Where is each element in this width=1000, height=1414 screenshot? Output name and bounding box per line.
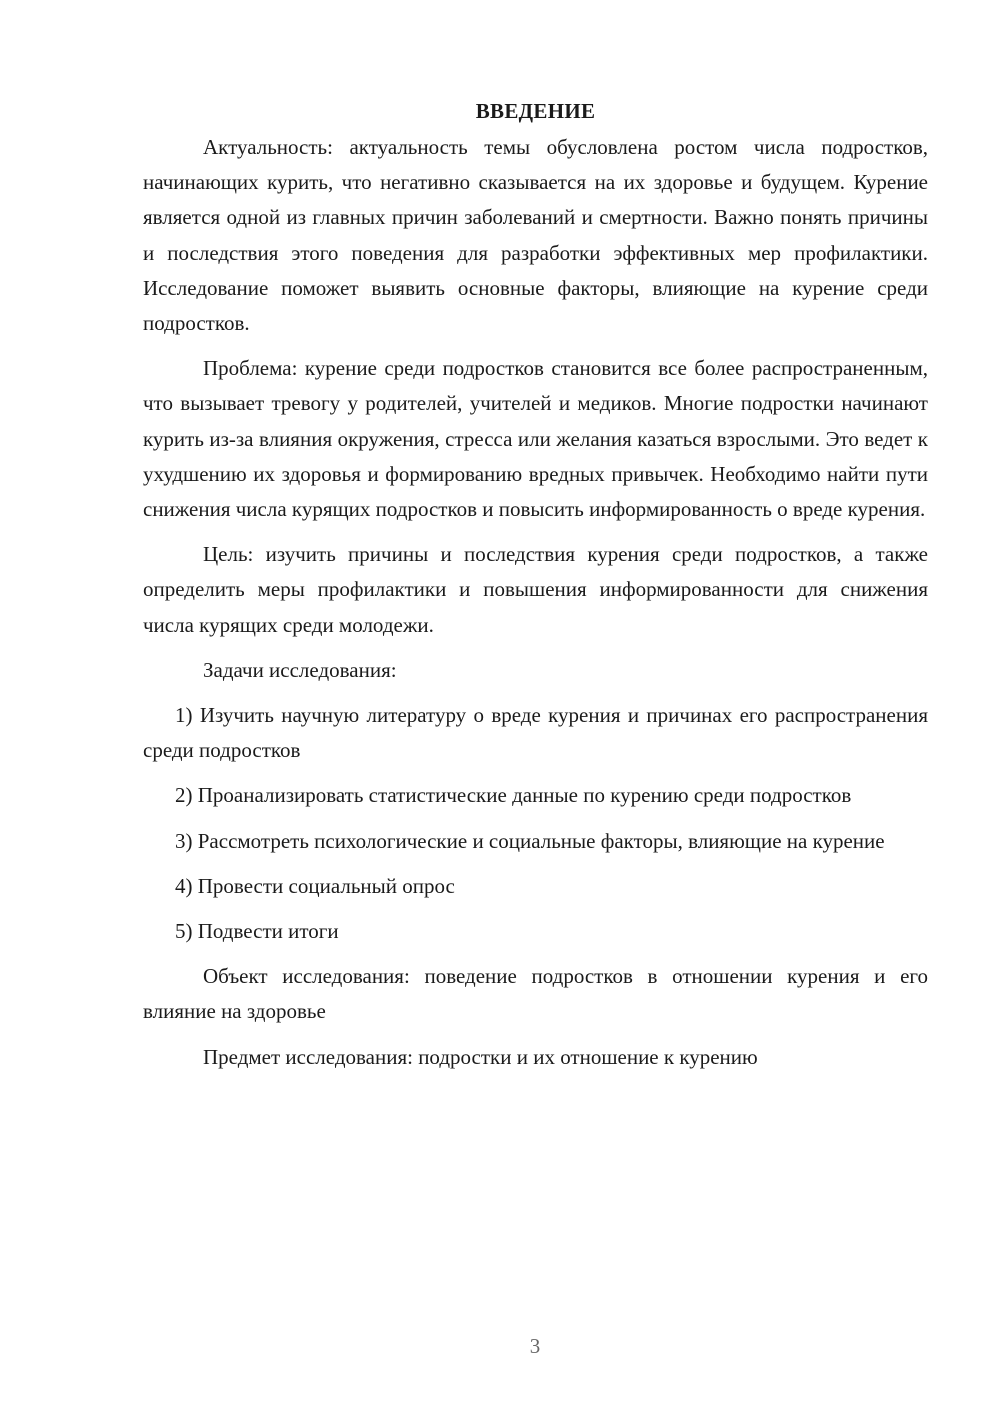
goal-paragraph: Цель: изучить причины и последствия курения среди подростков, а также определить меры профилактики и повышения информированности для снижения числа курящих среди молодежи. bbox=[143, 542, 928, 637]
task-item-4: 4) Провести социальный опрос bbox=[175, 873, 455, 898]
page-number: 3 bbox=[529, 1334, 541, 1358]
task-item-2: 2) Проанализировать статистические данные по курению среди подростков bbox=[175, 783, 852, 808]
document-page bbox=[143, 96, 928, 1085]
task-item-5: 5) Подвести итоги bbox=[175, 919, 339, 944]
document-title: ВВЕДЕНИЕ bbox=[475, 99, 596, 123]
tasks-heading: Задачи исследования: bbox=[203, 657, 397, 682]
subject-paragraph: Предмет исследования: подростки и их отношение к курению bbox=[203, 1044, 758, 1069]
problem-paragraph: Проблема: курение среди подростков становится все более распространенным, что вызывает тревогу у родителей, учителей и медиков. Многие подростки начинают курить из-за влияния окружения, стресса или желания казаться взрослыми. Это ведет к ухудшению их здоровья и формированию вредных привычек. Необходимо найти пути снижения числа курящих подростков и повысить информированность о вреде курения. bbox=[143, 356, 928, 522]
relevance-paragraph: Актуальность: актуальность темы обусловлена ростом числа подростков, начинающих курить, что негативно сказывается на их здоровье и будущем. Курение является одной из главных причин заболеваний и смертности. Важно понять причины и последствия этого поведения для разработки эффективных мер профилактики. Исследование поможет выявить основные факторы, влияющие на курение среди подростков. bbox=[143, 135, 928, 336]
task-item-1: 1) Изучить научную литературу о вреде курения и причинах его распространения среди подростков bbox=[143, 703, 928, 763]
task-item-3: 3) Рассмотреть психологические и социальные факторы, влияющие на курение bbox=[175, 828, 885, 853]
object-paragraph: Объект исследования: поведение подростков в отношении курения и его влияние на здоровье bbox=[143, 964, 928, 1024]
